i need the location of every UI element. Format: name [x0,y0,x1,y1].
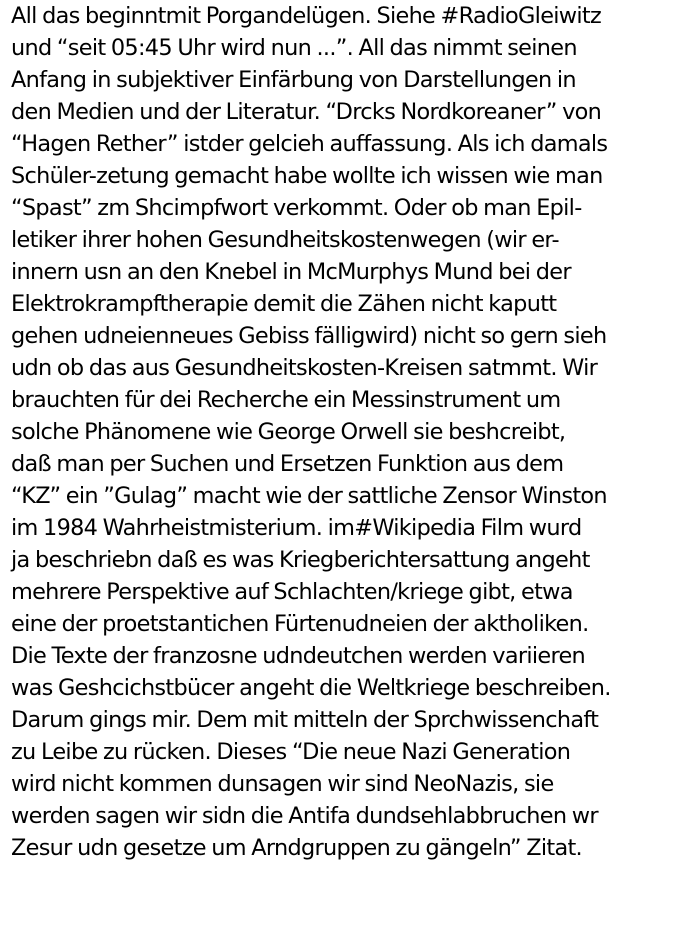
text-line: und “seit 05:45 Uhr wird nun ...”. All das nimmt seinen [11,35,577,61]
text-line: Anfang in subjektiver Einfärbung von Darstellungen in [11,67,576,93]
text-line: mehrere Perspektive auf Schlachten/kriege gibt, etwa [11,579,573,605]
text-line: was Geshcichstbücer angeht die Weltkriege beschreiben. [11,675,611,701]
text-line: “Hagen Rether” istder gelcieh auffassung. Als ich damals [11,131,608,157]
text-line: “Spast” zm Shcimpfwort verkommt. Oder ob man Epil- [11,195,582,221]
text-line: Darum gings mir. Dem mit mitteln der Sprchwissenchaft [11,707,599,733]
text-line: ja beschriebn daß es was Kriegberichtersattung angeht [11,547,590,573]
text-line: innern usn an den Knebel in McMurphys Mund bei der [11,259,571,285]
body-text [11,0,676,864]
text-line: “KZ” ein ”Gulag” macht wie der sattliche Zensor Winston [11,483,607,509]
text-line: letiker ihrer hohen Gesundheitskostenwegen (wir er- [11,227,559,253]
text-line: zu Leibe zu rücken. Dieses “Die neue Nazi Generation [11,739,571,765]
text-line: Elektrokrampftherapie demit die Zähen nicht kaputt [11,291,557,317]
text-line: Die Texte der franzosne udndeutchen werden variieren [11,643,586,669]
text-line: eine der proetstantichen Fürtenudneien der aktholiken. [11,611,589,637]
text-line: den Medien und der Literatur. “Drcks Nordkoreaner” von [11,99,602,125]
text-line: im 1984 Wahrheistmisterium. im#Wikipedia Film wurd [11,515,582,541]
text-line: brauchten für dei Recherche ein Messinstrument um [11,387,561,413]
text-line: solche Phänomene wie George Orwell sie beshcreibt, [11,419,566,445]
text-line: wird nicht kommen dunsagen wir sind NeoNazis, sie [11,771,554,797]
text-line: udn ob das aus Gesundheitskosten-Kreisen satmmt. Wir [11,355,598,381]
text-line: Zesur udn gesetze um Arndgruppen zu gängeln” Zitat. [11,835,582,861]
text-line: All das beginntmit Porgandelügen. Siehe #RadioGleiwitz [11,3,602,29]
text-line: daß man per Suchen und Ersetzen Funktion aus dem [11,451,564,477]
text-line: gehen udneienneues Gebiss fälligwird) nicht so gern sieh [11,323,607,349]
text-line: werden sagen wir sidn die Antifa dundsehlabbruchen wr [11,803,598,829]
text-line: Schüler-zetung gemacht habe wollte ich wissen wie man [11,163,603,189]
